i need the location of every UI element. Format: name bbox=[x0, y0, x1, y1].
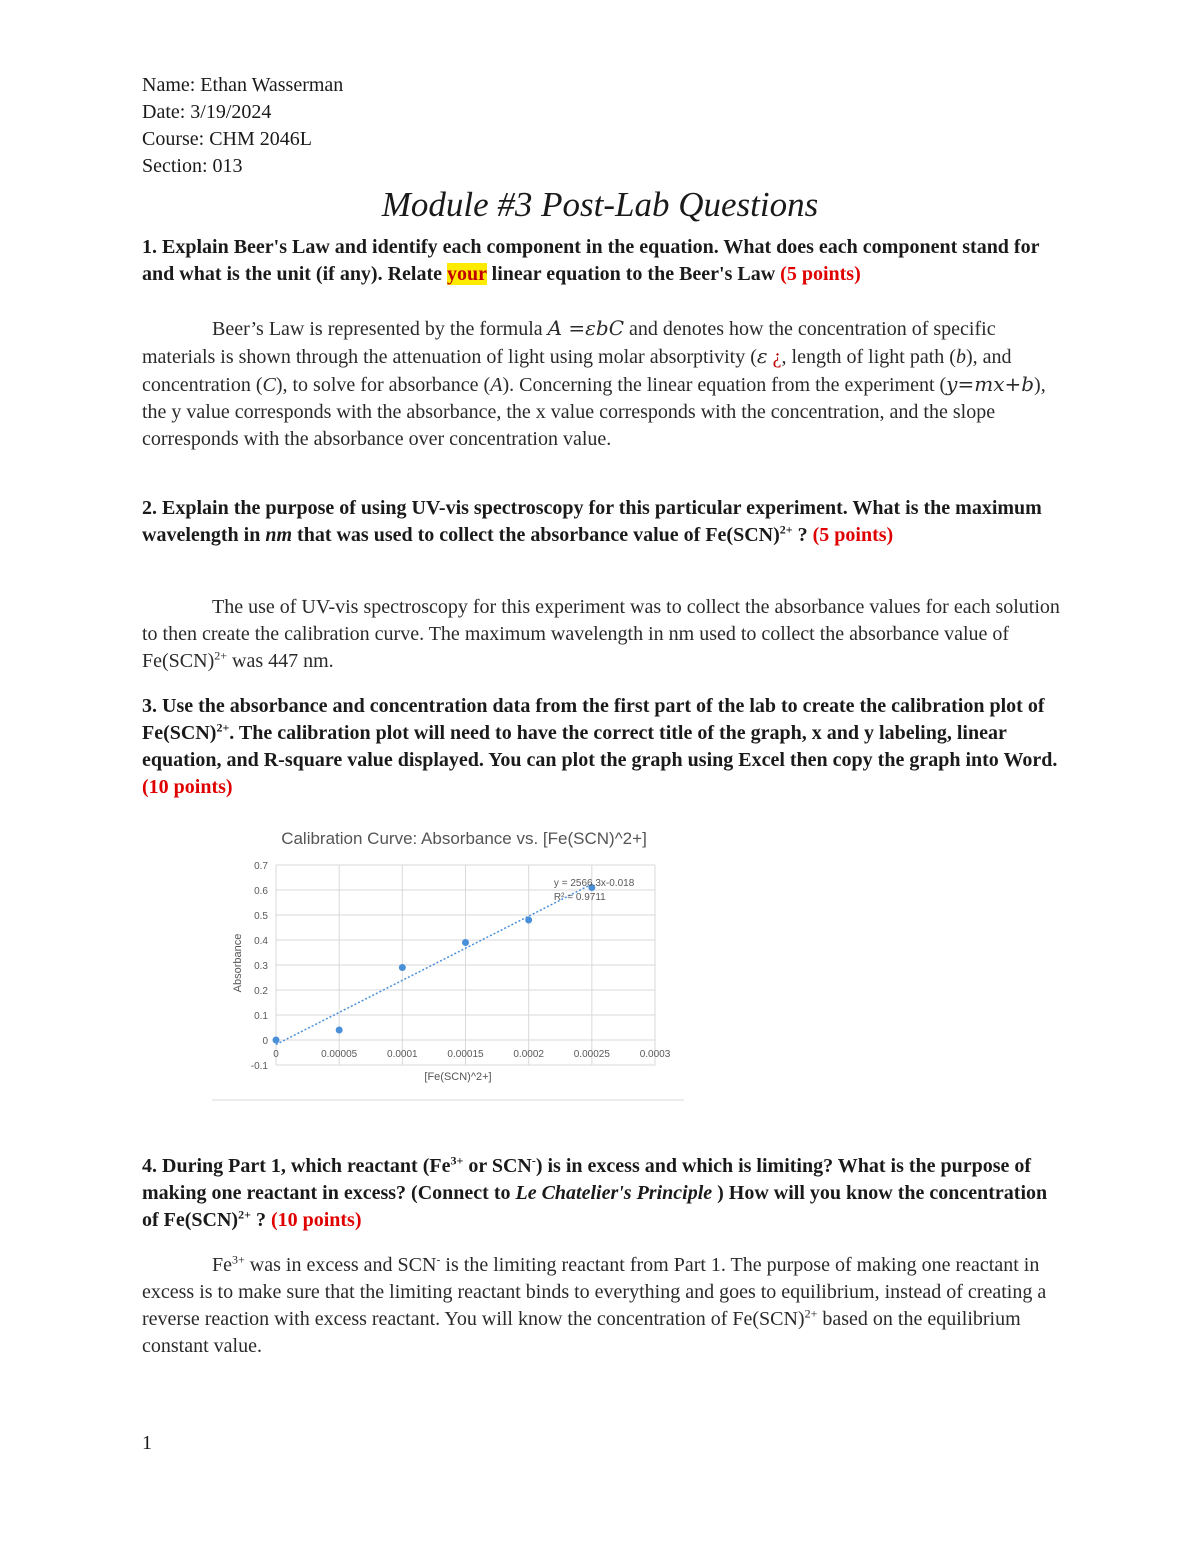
r-squared-label: R² = 0.9711 bbox=[553, 892, 606, 903]
question-3: 3. Use the absorbance and concentration data from the first part of the lab to create the calibration plot of Fe(SCN)$^{2+}$. The calibration plot will need to have the correct title of the graph, x and y labeling, linear equation, and R-square value displayed. You can plot the graph using Excel then copy the graph into Word. (10 points) bbox=[142, 695, 1058, 798]
question-2: 2. Explain the purpose of using UV-vis spectroscopy for this particular experiment. What is the maximum wavelength in nm that was used to collect the absorbance value of Fe(SCN)$^{2+}$ ? (5 points) bbox=[142, 497, 1042, 546]
x-tick-label: 0.0002 bbox=[513, 1049, 544, 1060]
y-tick-label: 0.2 bbox=[254, 986, 268, 997]
points-label: (10 points) bbox=[142, 776, 233, 798]
points-label: (5 points) bbox=[812, 524, 894, 546]
data-point bbox=[525, 917, 532, 924]
points-label: (5 points) bbox=[780, 263, 861, 285]
points-label: (10 points) bbox=[270, 1209, 362, 1231]
y-tick-label: 0.5 bbox=[254, 911, 268, 922]
data-point bbox=[273, 1037, 280, 1044]
x-axis-label: [Fe(SCN)^2+] bbox=[424, 1071, 492, 1083]
student-name: Name: Ethan Wasserman bbox=[142, 74, 344, 96]
chart-title: Calibration Curve: Absorbance vs. [Fe(SCN)^2+] bbox=[281, 829, 647, 848]
x-tick-label: 0.0001 bbox=[387, 1049, 418, 1060]
answer-2: The use of UV-vis spectroscopy for this experiment was to collect the absorbance values for each solution to then create the calibration curve. The maximum wavelength in nm used to collect the absorbance value of Fe(SCN)$^{2+}$ was 447 nm. bbox=[142, 596, 1060, 672]
x-tick-label: 0 bbox=[273, 1049, 279, 1060]
date-line: Date: 3/19/2024 bbox=[142, 101, 272, 123]
x-tick-label: 0.00025 bbox=[573, 1049, 610, 1060]
x-tick-label: 0.00005 bbox=[321, 1049, 358, 1060]
x-tick-label: 0.00015 bbox=[447, 1049, 484, 1060]
trendline bbox=[276, 884, 592, 1044]
y-tick-label: 0.4 bbox=[254, 936, 268, 947]
calibration-chart bbox=[212, 818, 684, 1101]
y-axis-label: Absorbance bbox=[232, 933, 244, 993]
data-point bbox=[399, 964, 406, 971]
trendline-equation: y = 2566.3x-0.018 bbox=[553, 878, 635, 889]
y-tick-label: 0.7 bbox=[254, 861, 268, 872]
y-tick-label: 0.1 bbox=[254, 1011, 268, 1022]
data-point bbox=[462, 939, 469, 946]
answer-4: $Fe^{3+}$ was in excess and SCN- is the limiting reactant from Part 1. The purpose of making one reactant in excess is to make sure that the limiting reactant binds to everything and goes to equilibrium, instead of creating a reverse reaction with excess reactant. You will know the concentration of Fe(SCN)$^{2+}$ based on the equilibrium constant value. bbox=[142, 1252, 1047, 1357]
y-tick-label: 0.3 bbox=[254, 961, 268, 972]
page-title: Module #3 Post-Lab Questions bbox=[381, 185, 819, 224]
course-line: Course: CHM 2046L bbox=[142, 128, 312, 150]
linear-equation: y=mx+b bbox=[946, 372, 1035, 396]
y-tick-label: 0.6 bbox=[254, 886, 268, 897]
highlighted-word: your bbox=[447, 263, 487, 285]
beers-law-formula: A =εbC bbox=[547, 316, 625, 340]
question-1: 1. Explain Beer's Law and identify each component in the equation. What does each component stand for and what is the unit (if any). Relate your linear equation to the Beer's Law (5 points) bbox=[142, 236, 1040, 285]
y-tick-label: -0.1 bbox=[250, 1061, 268, 1072]
section-line: Section: 013 bbox=[142, 155, 243, 177]
question-4: 4. During Part 1, which reactant ($Fe^{3+}$ or SCN-) is in excess and which is limiting? What is the purpose of making one reactant in excess? (Connect to Le Chatelier's Principle ) How will you know the concentration of Fe(SCN)$^{2+}$ ? (10 points) bbox=[142, 1153, 1048, 1231]
answer-1: Beer’s Law is represented by the formula A =εbC and denotes how the concentration of specific materials is shown through the attenuation of light using molar absorptivity (ε ¿, length of light path (b), and concentration (C), to solve for absorbance (A). Concerning the linear equation from the experiment (y=mx+b), the y value corresponds with the absorbance, the x value corresponds with the concentration, and the slope corresponds with the absorbance over concentration value. bbox=[142, 316, 1046, 450]
x-tick-label: 0.0003 bbox=[639, 1049, 671, 1060]
y-tick-label: 0 bbox=[262, 1036, 268, 1047]
data-point bbox=[336, 1027, 343, 1034]
le-chatelier-term: Le Chatelier's Principle bbox=[515, 1182, 713, 1204]
page-number: 1 bbox=[142, 1432, 152, 1454]
